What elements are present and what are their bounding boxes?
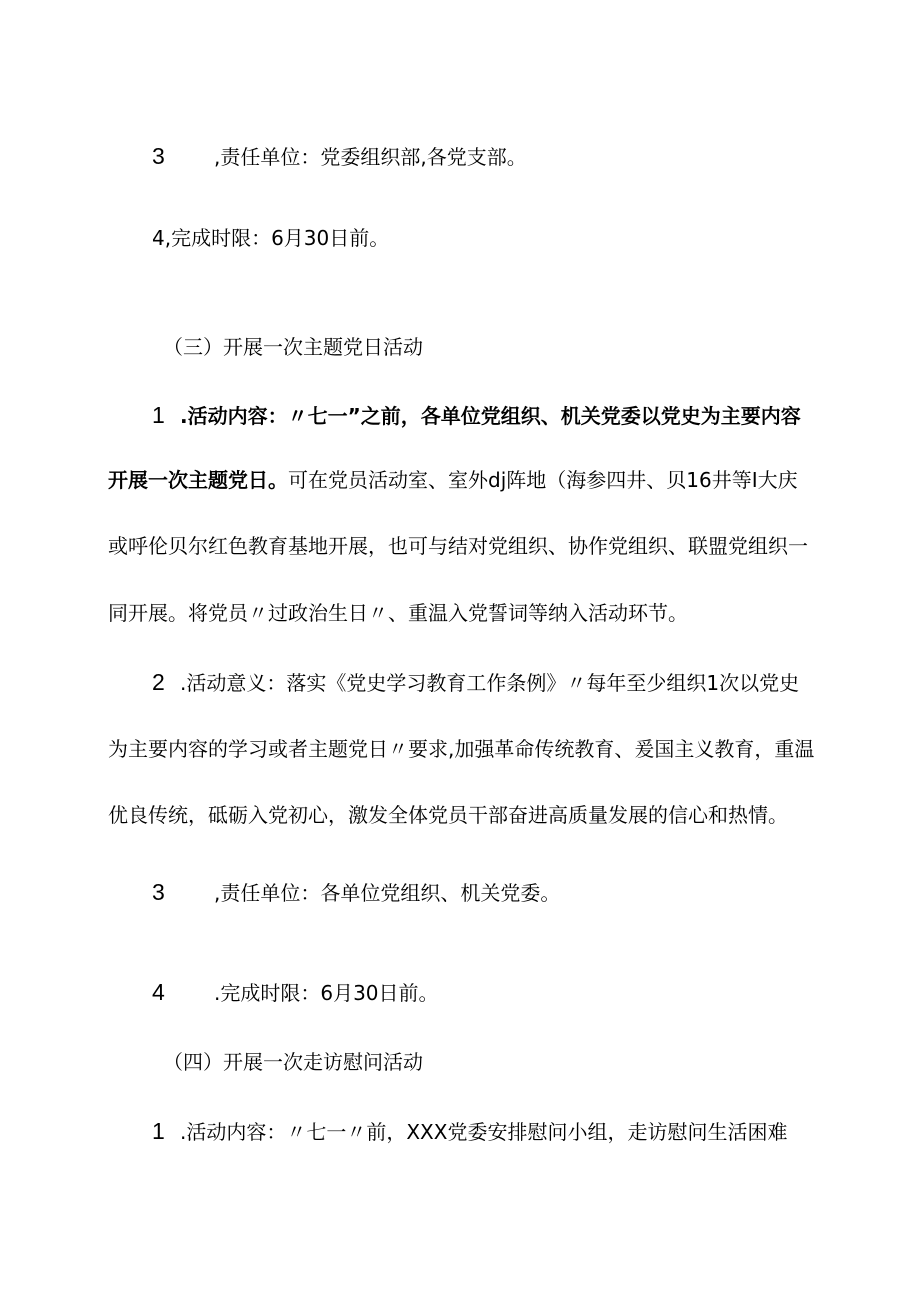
item-text: 或呼伦贝尔红色教育基地开展，也可与结对党组织、协作党组织、联盟党组织一 <box>108 534 808 558</box>
section-title: （四）开展一次走访慰问活动 <box>163 1050 423 1074</box>
item-1-activity-content <box>152 401 801 430</box>
item-4-deadline <box>152 224 389 252</box>
item-1-activity-content <box>152 1117 787 1146</box>
item-text: .活动意义：落实《党史学习教育工作条例》〃每年至少组织1次以党史 <box>180 671 800 695</box>
paragraph-line <box>108 466 798 494</box>
item-number: 3 <box>152 143 165 169</box>
paragraph-line <box>108 532 808 560</box>
item-3-responsible-unit <box>152 878 560 907</box>
item-text: .活动内容：〃七一”之前，各单位党组织、机关党委以党史为主要内容 <box>180 404 801 428</box>
item-4-deadline <box>152 978 439 1007</box>
bold-text: 开展一次主题党日。 <box>108 468 288 492</box>
item-text: 优良传统，砥砺入党初心，激发全体党员干部奋进高质量发展的信心和热情。 <box>108 803 788 827</box>
item-text: 4,完成时限：6月30日前。 <box>152 226 390 250</box>
paragraph-line <box>108 801 788 829</box>
item-3-responsible-unit <box>152 142 527 171</box>
item-number: 2 <box>152 669 165 695</box>
section-heading-four <box>163 1048 423 1076</box>
item-text: ,责任单位：党委组织部,各党支部。 <box>214 145 527 169</box>
paragraph-line <box>108 735 814 763</box>
item-text: .活动内容：〃七一〃前，XXX党委安排慰问小组，走访慰问生活困难 <box>180 1120 788 1144</box>
item-number: 4 <box>152 979 165 1005</box>
item-number: 1 <box>152 1118 165 1144</box>
section-heading-three <box>163 333 423 361</box>
item-text: 同开展。将党员〃过政治生日〃、重温入党誓词等纳入活动环节。 <box>108 601 688 625</box>
item-text: 可在党员活动室、室外dj阵地（海参四井、贝16井等I大庆 <box>288 468 798 492</box>
item-2-activity-significance <box>152 668 799 697</box>
paragraph-line <box>108 599 688 627</box>
item-number: 3 <box>152 879 165 905</box>
item-text: ,责任单位：各单位党组织、机关党委。 <box>214 881 561 905</box>
section-title: （三）开展一次主题党日活动 <box>163 335 423 359</box>
item-text: .完成时限：6月30日前。 <box>214 981 439 1005</box>
item-text: 为主要内容的学习或者主题党日〃要求,加强革命传统教育、爰国主义教育，重温 <box>108 737 815 761</box>
item-number: 1 <box>152 402 165 428</box>
